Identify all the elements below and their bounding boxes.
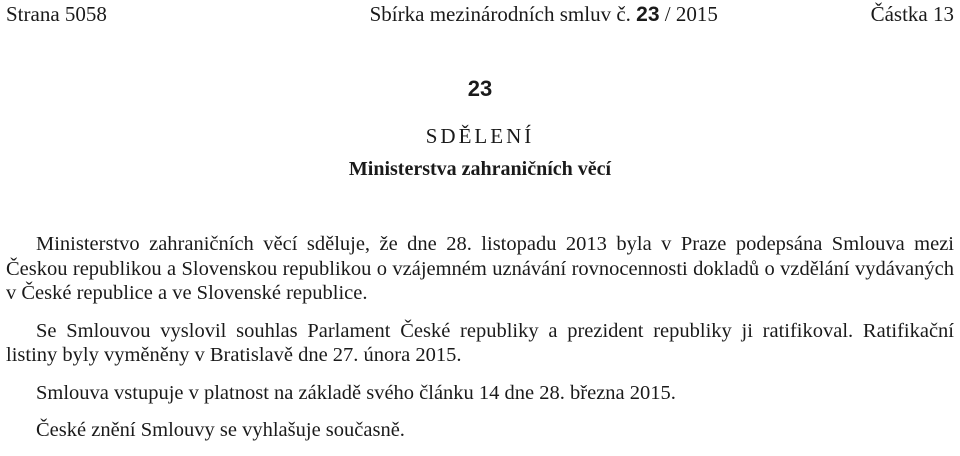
document-body — [6, 232, 954, 456]
page-number: Strana 5058 — [6, 2, 107, 26]
collection-number: 23 — [636, 3, 660, 26]
document-type: SDĚLENÍ — [425, 124, 535, 148]
collection-prefix: Sbírka mezinárodních smluv č. — [369, 2, 631, 26]
document-number: 23 — [467, 76, 493, 101]
page-header — [6, 2, 954, 28]
document-issuer: Ministerstva zahraničních věcí — [348, 158, 612, 180]
paragraph-entry-into-force: Smlouva vstupuje v platnost na základě svého článku 14 dne 28. března 2015. — [36, 381, 676, 404]
part-number: Částka 13 — [870, 2, 954, 26]
paragraph-signing: Ministerstvo zahraničních věcí sděluje, že dne 28. listopadu 2013 byla v Praze podepsána Smlouva mezi Českou republikou a Slovenskou republikou o vzájemném uznávání rovnocennosti dokladů o vzdělání vydávaných v České republice a ve Slovenské republice. — [6, 233, 954, 304]
paragraph-ratification: Se Smlouvou vyslovil souhlas Parlament České republiky a prezident republiky ji ratifikoval. Ratifikační listiny byly vyměněny v Bratislavě dne 27. února 2015. — [6, 319, 954, 366]
collection-title — [370, 2, 718, 27]
paragraph-publication: České znění Smlouvy se vyhlašuje současně. — [36, 419, 405, 441]
collection-year: / 2015 — [664, 2, 718, 26]
